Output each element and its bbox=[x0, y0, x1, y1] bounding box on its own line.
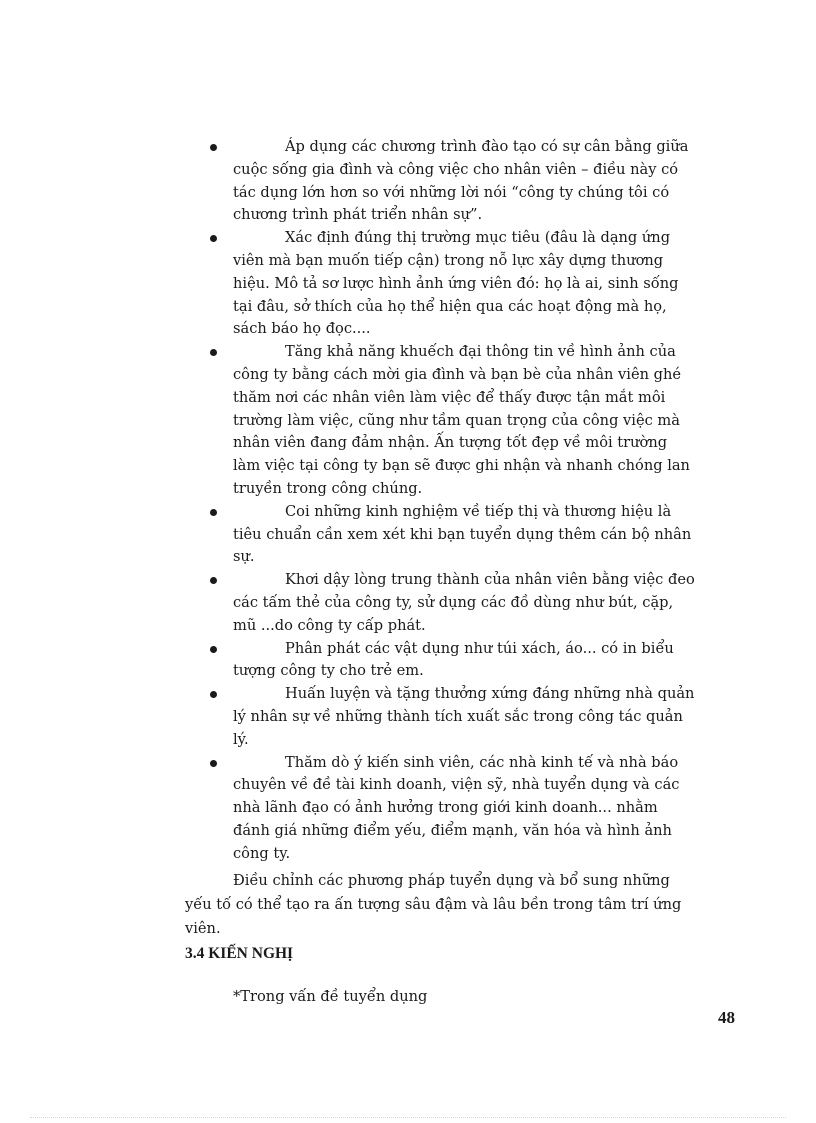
bullet-text: Áp dụng các chương trình đào tạo có sự cân bằng giữa cuộc sống gia đình và công việc cho nhân viên – điều này có tác dụng lớn hơn so với những lời nói “công ty chúng tôi có chương trình phát triển nhân sự”. bbox=[233, 138, 689, 224]
body-paragraph: Điều chỉnh các phương pháp tuyển dụng và bổ sung những yếu tố có thể tạo ra ấn tượng sâu đậm và lâu bền trong tâm trí ứng viên. bbox=[185, 872, 682, 937]
list-item bbox=[208, 683, 696, 751]
sub-heading: *Trong vấn đề tuyển dụng bbox=[233, 988, 428, 1005]
page-number: 48 bbox=[718, 1008, 735, 1027]
list-item bbox=[208, 136, 696, 227]
bullet-list bbox=[208, 136, 696, 866]
bullet-icon bbox=[210, 577, 217, 584]
list-item bbox=[208, 341, 696, 501]
bullet-text: Phân phát các vật dụng như túi xách, áo... có in biểu tượng công ty cho trẻ em. bbox=[233, 639, 674, 680]
bullet-icon bbox=[210, 235, 217, 242]
bullet-icon bbox=[210, 691, 217, 698]
bullet-text: Thăm dò ý kiến sinh viên, các nhà kinh tế và nhà báo chuyên về đề tài kinh doanh, viện sỹ, nhà tuyển dụng và các nhà lãnh đạo có ảnh hưởng trong giới kinh doanh... nhằm đánh giá những điểm yếu, điểm mạnh, văn hóa và hình ảnh công ty. bbox=[233, 753, 680, 862]
section-heading: 3.4 KIẾN NGHỊ bbox=[185, 945, 294, 962]
bullet-text: Huấn luyện và tặng thưởng xứng đáng những nhà quản lý nhân sự về những thành tích xuất sắc trong công tác quản lý. bbox=[233, 685, 695, 748]
bullet-icon bbox=[210, 646, 217, 653]
bullet-text: Khơi dậy lòng trung thành của nhân viên bằng việc đeo các tấm thẻ của công ty, sử dụng các đồ dùng như bút, cặp, mũ ...do công ty cấp phát. bbox=[233, 571, 695, 634]
list-item bbox=[208, 501, 696, 569]
list-item bbox=[208, 227, 696, 341]
bullet-text: Tăng khả năng khuếch đại thông tin về hình ảnh của công ty bằng cách mời gia đình và bạn bè của nhân viên ghé thăm nơi các nhân viên làm việc để thấy được tận mắt môi trường làm việc, cũng như tầm quan trọng của công việc mà nhân viên đang đảm nhận. Ấn tượng tốt đẹp về môi trường làm việc tại công ty bạn sẽ được ghi nhận và nhanh chóng lan truyền trong công chúng. bbox=[233, 343, 690, 497]
bullet-icon bbox=[210, 509, 217, 516]
list-item bbox=[208, 569, 696, 637]
bullet-icon bbox=[210, 144, 217, 151]
list-item bbox=[208, 752, 696, 866]
bullet-text: Coi những kinh nghiệm về tiếp thị và thương hiệu là tiêu chuẩn cần xem xét khi bạn tuyển dụng thêm cán bộ nhân sự. bbox=[233, 502, 692, 566]
bullet-text: Xác định đúng thị trường mục tiêu (đâu là dạng ứng viên mà bạn muốn tiếp cận) trong nỗ lực xây dựng thương hiệu. Mô tả sơ lược hình ảnh ứng viên đó: họ là ai, sinh sống tại đâu, sở thích của họ thể hiện qua các hoạt động mà họ, sách báo họ đọc.... bbox=[233, 229, 679, 338]
bullet-icon bbox=[210, 349, 217, 356]
bottom-divider bbox=[30, 1117, 786, 1118]
bullet-icon bbox=[210, 760, 217, 767]
list-item bbox=[208, 638, 696, 684]
